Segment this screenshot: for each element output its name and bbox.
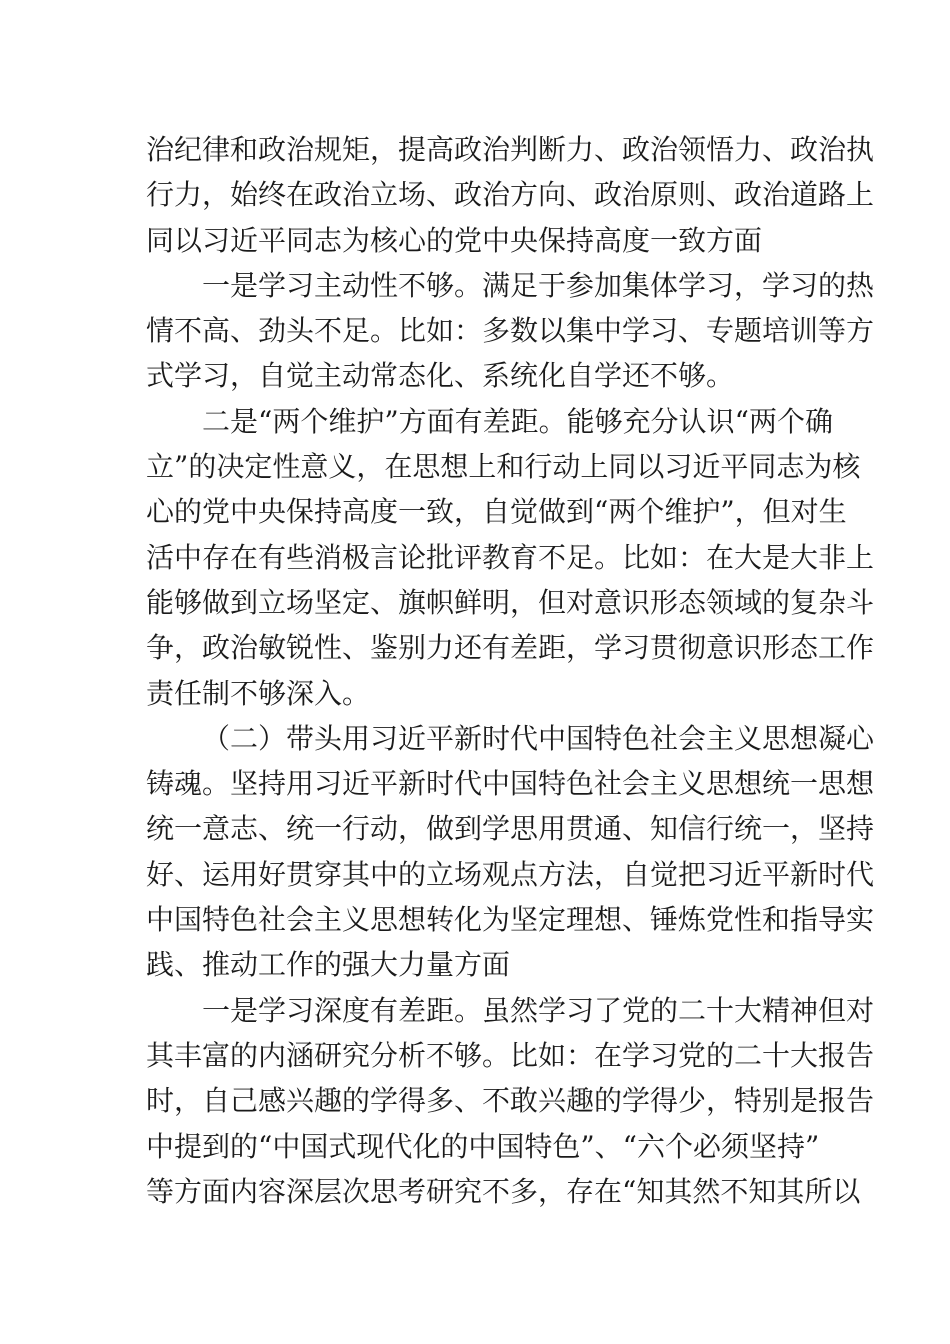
paragraph-line: 治纪律和政治规矩，提高政治判断力、政治领悟力、政治执 bbox=[146, 133, 875, 166]
paragraph-line: 时，自己感兴趣的学得多、不敢兴趣的学得少，特别是报告 bbox=[146, 1084, 875, 1118]
paragraph-line: 情不高、劲头不足。比如：多数以集中学习、专题培训等方 bbox=[146, 314, 875, 348]
paragraph-line: 中提到的“中国式现代化的中国特色”、“六个必须坚持” bbox=[146, 1129, 820, 1163]
paragraph-line: 二是“两个维护”方面有差距。能够充分认识“两个确 bbox=[202, 404, 833, 438]
paragraph-line: 心的党中央保持高度一致，自觉做到“两个维护”，但对生 bbox=[146, 495, 847, 529]
paragraph-line: 行力，始终在政治立场、政治方向、政治原则、政治道路上 bbox=[146, 178, 875, 212]
paragraph bbox=[146, 263, 875, 399]
paragraph bbox=[146, 127, 875, 263]
paragraph-line: 中国特色社会主义思想转化为坚定理想、锤炼党性和指导实 bbox=[146, 903, 875, 937]
paragraph-line: 式学习，自觉主动常态化、系统化自学还不够。 bbox=[146, 359, 735, 393]
paragraph-line: 活中存在有些消极言论批评教育不足。比如：在大是大非上 bbox=[146, 540, 875, 574]
paragraph-line: 责任制不够深入。 bbox=[146, 676, 371, 710]
paragraph-line: 争，政治敏锐性、鉴别力还有差距，学习贯彻意识形态工作 bbox=[146, 631, 875, 665]
paragraph-line: 一是学习深度有差距。虽然学习了党的二十大精神但对 bbox=[202, 993, 875, 1027]
paragraph bbox=[146, 399, 875, 716]
paragraph-line: 其丰富的内涵研究分析不够。比如：在学习党的二十大报告 bbox=[146, 1038, 875, 1072]
paragraph bbox=[146, 988, 875, 1214]
paragraph-line: 好、运用好贯穿其中的立场观点方法，自觉把习近平新时代 bbox=[146, 857, 875, 891]
paragraph-line: 立”的决定性意义，在思想上和行动上同以习近平同志为核 bbox=[146, 450, 861, 484]
paragraph-line: 等方面内容深层次思考研究不多，存在“知其然不知其所以 bbox=[146, 1174, 861, 1208]
paragraph-line: 铸魂。坚持用习近平新时代中国特色社会主义思想统一思想 bbox=[146, 767, 875, 801]
paragraph-line: （二）带头用习近平新时代中国特色社会主义思想凝心 bbox=[202, 721, 875, 755]
paragraph-line: 一是学习主动性不够。满足于参加集体学习，学习的热 bbox=[202, 268, 875, 302]
paragraph-line: 同以习近平同志为核心的党中央保持高度一致方面 bbox=[146, 223, 763, 257]
paragraph bbox=[146, 716, 875, 988]
paragraph-line: 践、推动工作的强大力量方面 bbox=[146, 948, 511, 982]
paragraph-line: 统一意志、统一行动，做到学思用贯通、知信行统一，坚持 bbox=[146, 812, 875, 846]
document-body bbox=[146, 127, 875, 1214]
paragraph-line: 能够做到立场坚定、旗帜鲜明，但对意识形态领域的复杂斗 bbox=[146, 585, 875, 619]
